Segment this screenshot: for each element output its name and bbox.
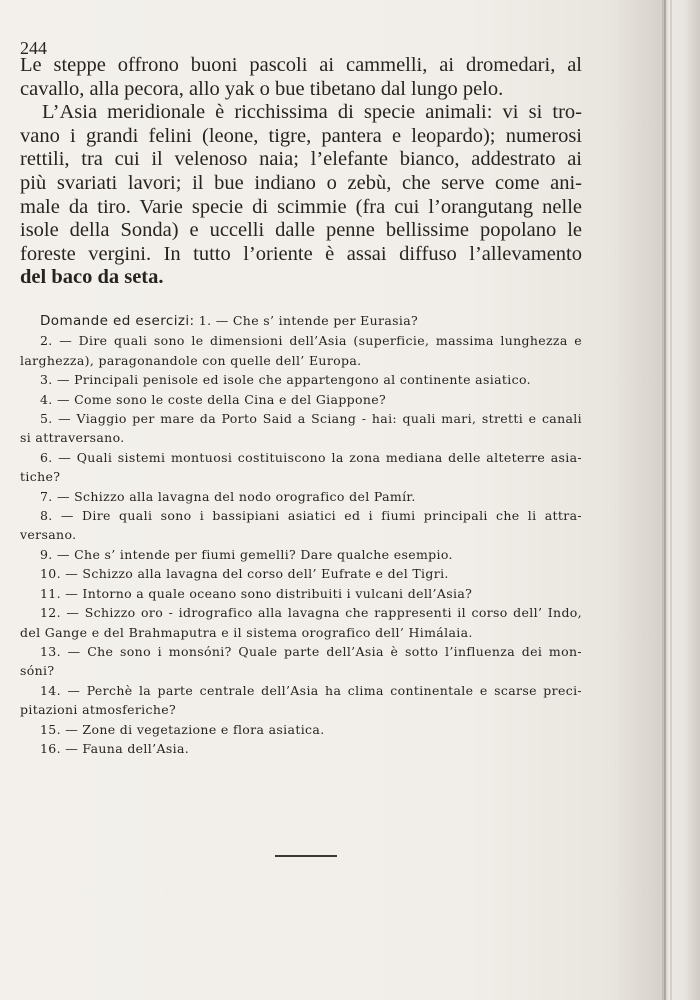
exercise-line: 6. — Quali sistemi montuosi costituiscono la zona mediana delle alteterre asia- [40,449,582,465]
exercise-item [20,390,582,409]
body-line: rettili, tra cui il velenoso naia; l’elefante bianco, addestrato ai [20,148,582,171]
exercise-line: 5. — Viaggio per mare da Porto Said a Sciang - hai: quali mari, stretti e canali [40,411,582,427]
exercise-item [20,564,582,583]
exercise-line: 11. — Intorno a quale oceano sono distribuiti i vulcani dell’Asia? [40,585,473,601]
exercises-section [20,311,582,758]
exercise-item [20,681,582,720]
exercise-line: 2. — Dire quali sono le dimensioni dell’Asia (superficie, massima lunghezza e [40,333,582,349]
exercise-line: 14. — Perchè la parte centrale dell’Asia ha clima continentale e scarse preci- [40,682,582,698]
page-edge [662,0,700,1000]
exercise-line: 8. — Dire quali sono i bassipiani asiatici ed i fiumi principali che li attra- [40,508,582,524]
exercise-line: sóni? [20,663,55,679]
body-text [20,54,582,290]
exercise-line: pitazioni atmosferiche? [20,702,177,718]
body-line: male da tiro. Varie specie di scimmie (fra cui l’orangutang nelle [20,195,582,218]
exercise-line: 1. — Che s’ intende per Eurasia? [198,313,419,328]
section-divider [275,855,337,857]
body-line: isole della Sonda) e uccelli dalle penne bellissime popolano le [20,219,582,242]
body-line: più svariati lavori; il bue indiano o zebù, che serve come ani- [20,171,582,194]
exercise-first-line [20,311,582,331]
exercise-line: si attraversano. [20,430,125,446]
body-line: del baco da seta. [20,266,164,289]
exercise-item [20,584,582,603]
body-line: vano i grandi felini (leone, tigre, pantera e leopardo); numerosi [20,124,582,147]
exercise-item [20,545,582,564]
body-line: cavallo, alla pecora, allo yak o bue tibetano dal lungo pelo. [20,77,504,100]
exercise-item [20,409,582,448]
exercise-item [20,506,582,545]
exercise-line: 16. — Fauna dell’Asia. [40,740,190,756]
exercise-line: 4. — Come sono le coste della Cina e del Giappone? [40,391,387,407]
exercise-line: 10. — Schizzo alla lavagna del corso dell’ Eufrate e del Tigri. [40,566,449,582]
exercise-line: larghezza), paragonandole con quelle dell’ Europa. [20,352,362,368]
exercise-item [20,448,582,487]
exercise-line: versano. [20,527,77,543]
page-number: 244 [20,38,47,58]
exercise-item [20,370,582,389]
exercise-line: 9. — Che s’ intende per fiumi gemelli? Dare qualche esempio. [40,546,453,562]
exercise-line: 13. — Che sono i monsóni? Quale parte dell’Asia è sotto l’influenza dei mon- [40,643,582,659]
exercise-line: 15. — Zone di vegetazione e flora asiatica. [40,721,325,737]
exercise-line: del Gange e del Brahmaputra e il sistema orografico dell’ Himálaia. [20,624,473,640]
edge-line [664,0,666,1000]
exercise-item [20,487,582,506]
exercise-line: tiche? [20,469,61,485]
exercise-line: 3. — Principali penisole ed isole che appartengono al continente asiatico. [40,372,531,388]
exercise-item [20,603,582,642]
exercise-item [20,642,582,681]
exercises-heading: Domande ed esercizi: [40,313,195,329]
body-line: foreste vergini. In tutto l’oriente è assai diffuso l’allevamento [20,242,582,265]
exercise-line: 7. — Schizzo alla lavagna del nodo orografico del Pamír. [40,488,416,504]
exercise-item [20,739,582,758]
exercise-line: 12. — Schizzo oro - idrografico alla lavagna che rappresenti il corso dell’ Indo, [40,605,582,621]
body-line: Le steppe offrono buoni pascoli ai cammelli, ai dromedari, al [20,54,582,76]
edge-line [670,0,672,1000]
exercise-item [20,720,582,739]
body-line: L’Asia meridionale è ricchissima di specie animali: vi si tro- [42,101,582,124]
exercise-item [20,331,582,370]
